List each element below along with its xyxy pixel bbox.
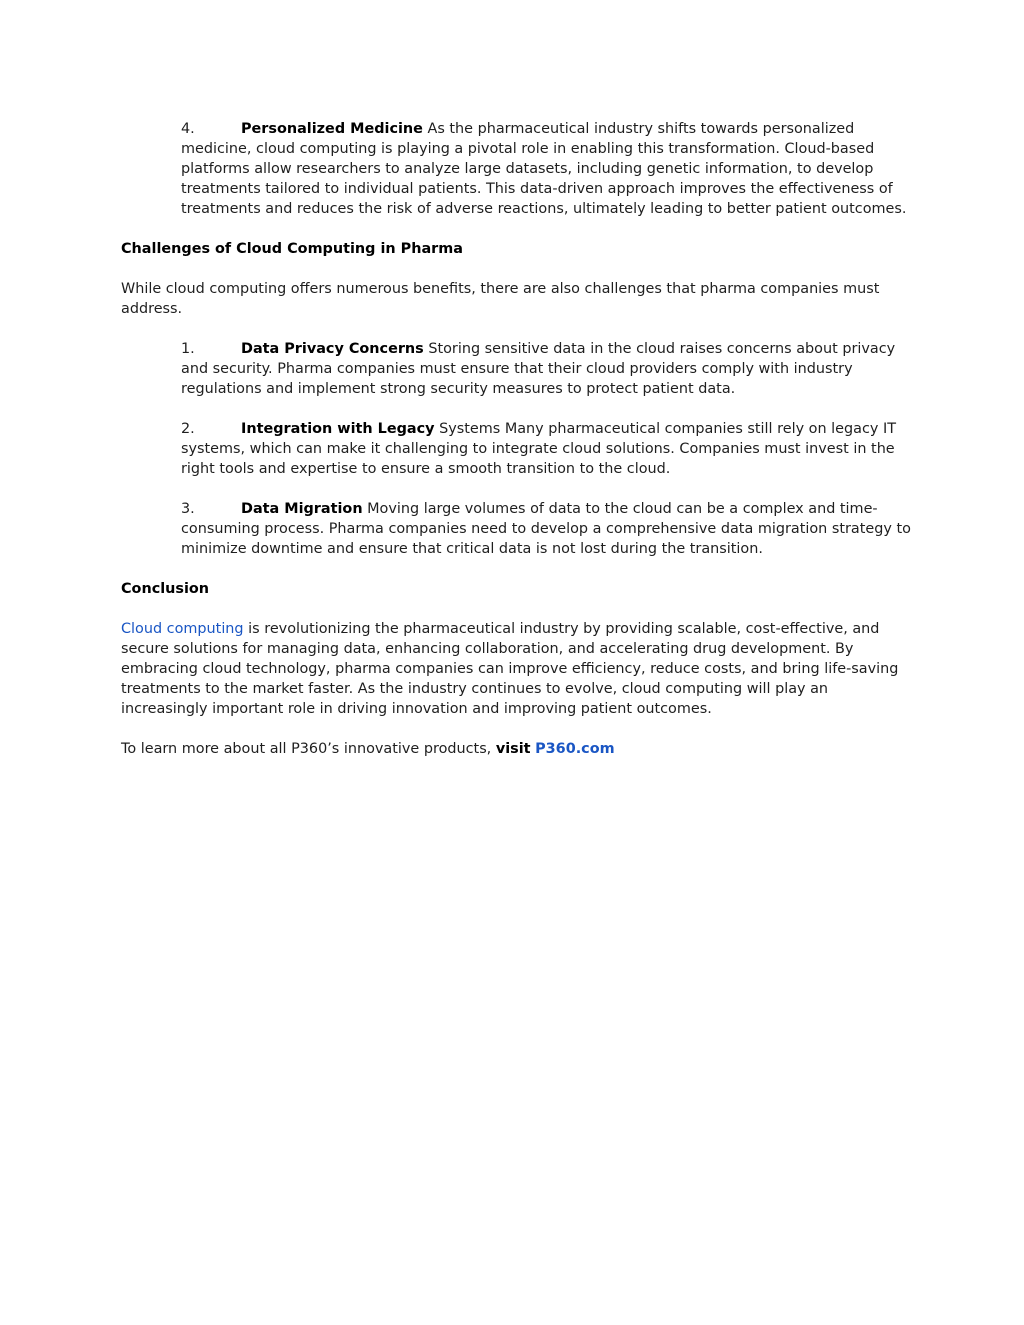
list-item-personalized-medicine <box>181 119 911 219</box>
list-item-text: Systems Many pharmaceutical companies still rely on legacy IT systems, which can make it challenging to integrate cloud solutions. Companies must invest in the right tools and expertise to ensure a smooth transition to the cloud. <box>181 421 896 477</box>
list-item-number: 3. <box>181 501 195 517</box>
list-item-title: Integration with Legacy <box>241 421 435 437</box>
list-item-text: As the pharmaceutical industry shifts towards personalized medicine, cloud computing is playing a pivotal role in enabling this transformation. Cloud-based platforms allow researchers to analyze large datasets, including genetic information, to develop treatments tailored to individual patients. This data-driven approach improves the effectiveness of treatments and reduces the risk of adverse reactions, ultimately leading to better patient outcomes. <box>181 121 907 217</box>
list-item-data-migration <box>181 499 911 559</box>
document-content <box>121 119 911 779</box>
cta-text: To learn more about all P360’s innovative products, <box>121 741 496 757</box>
p360-link[interactable]: P360.com <box>535 741 615 757</box>
conclusion-paragraph <box>121 619 911 719</box>
list-item-number: 1. <box>181 341 195 357</box>
list-item-number: 4. <box>181 121 195 137</box>
cta-visit: visit <box>495 741 531 757</box>
conclusion-heading: Conclusion <box>121 581 210 597</box>
cloud-computing-link[interactable]: Cloud computing <box>121 621 244 637</box>
cta-paragraph <box>121 739 911 759</box>
list-item-data-privacy <box>181 339 911 399</box>
list-item-title: Data Privacy Concerns <box>241 341 424 357</box>
list-item-text: Moving large volumes of data to the cloud can be a complex and time-consuming process. Pharma companies need to develop a comprehensive data migration strategy to minimize downtime and ensure that critical data is not lost during the transition. <box>181 501 911 557</box>
list-item-title: Personalized Medicine <box>241 121 423 137</box>
list-item-title: Data Migration <box>241 501 363 517</box>
list-item-legacy-integration <box>181 419 911 479</box>
list-item-number: 2. <box>181 421 195 437</box>
challenges-heading: Challenges of Cloud Computing in Pharma <box>121 241 463 257</box>
challenges-intro: While cloud computing offers numerous benefits, there are also challenges that pharma companies must address. <box>121 281 880 317</box>
list-item-text: Storing sensitive data in the cloud raises concerns about privacy and security. Pharma companies must ensure that their cloud providers comply with industry regulations and implement strong security measures to protect patient data. <box>181 341 896 397</box>
conclusion-text: is revolutionizing the pharmaceutical industry by providing scalable, cost-effective, and secure solutions for managing data, enhancing collaboration, and accelerating drug development. By embracing cloud technology, pharma companies can improve efficiency, reduce costs, and bring life-saving treatments to the market faster. As the industry continues to evolve, cloud computing will play an increasingly important role in driving innovation and improving patient outcomes. <box>121 621 899 717</box>
